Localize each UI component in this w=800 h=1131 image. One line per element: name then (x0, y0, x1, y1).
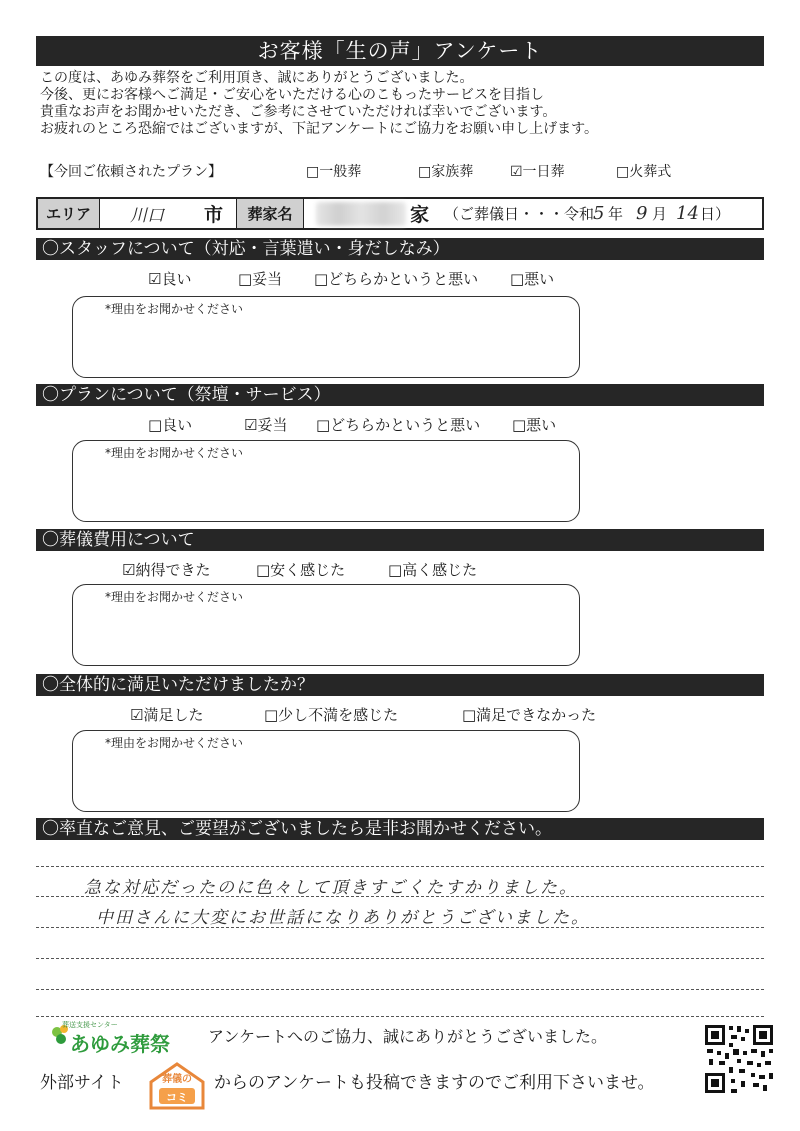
ayumi-logo-subtitle: 葬送支援センター (62, 1021, 118, 1029)
footer-thanks: アンケートへのご協力、誠にありがとうございました。 (208, 1027, 608, 1046)
plan-option-cremation[interactable]: □火葬式 (616, 164, 672, 180)
section-plan-header: 〇プランについて（祭壇・サービス） (36, 384, 764, 406)
staff-option-fair[interactable]: □妥当 (238, 270, 283, 288)
plan-option-somewhat-bad[interactable]: □どちらかというと悪い (316, 416, 481, 434)
overall-reason-label: *理由をお聞かせください (105, 736, 244, 750)
ayumi-logo-name: あゆみ葬祭 (70, 1032, 170, 1056)
area-value: 川口 (130, 206, 164, 226)
date-month-unit: 月 (652, 205, 668, 223)
staff-option-bad[interactable]: □悪い (510, 270, 555, 288)
date-day: 14 (676, 203, 699, 224)
intro-text (40, 70, 598, 138)
date-year-unit: 年 (608, 205, 624, 223)
external-site-label: 外部サイト (40, 1073, 124, 1093)
staff-reason-label: *理由をお聞かせください (105, 302, 244, 316)
plan-row (40, 161, 760, 181)
sogi-logo-top: 葬儀の (162, 1074, 192, 1085)
cost-option-cheap[interactable]: □安く感じた (256, 561, 346, 579)
date-prefix: （ご葬儀日・・・令和 (444, 205, 595, 223)
cost-option-expensive[interactable]: □高く感じた (388, 561, 478, 579)
section-overall-header: 〇全体的に満足いただけましたか？ (36, 674, 764, 696)
section-comments-header: 〇率直なご意見、ご要望がございましたら是非お聞かせください。 (36, 818, 764, 840)
date-month: 9 (636, 203, 648, 224)
staff-option-somewhat-bad[interactable]: □どちらかというと悪い (314, 270, 479, 288)
plan-option-bad[interactable]: □悪い (512, 416, 557, 434)
cost-options (122, 559, 502, 579)
family-label: 葬家名 (236, 199, 304, 228)
plan-option-family[interactable]: □家族葬 (418, 164, 474, 180)
plan-option-general[interactable]: □一般葬 (306, 164, 362, 180)
info-row (36, 197, 764, 230)
plan-option-good[interactable]: □良い (148, 416, 193, 434)
survey-title: お客様「生の声」アンケート (36, 36, 764, 66)
intro-line: 貴重なお声をお聞かせいただき、ご参考にさせていただければ幸いでございます。 (40, 104, 557, 120)
city-suffix: 市 (204, 204, 224, 226)
plan-option-fair[interactable]: ☑妥当 (244, 416, 288, 434)
date-year: 5 (593, 203, 605, 224)
external-site-text: からのアンケートも投稿できますのでご利用下さいませ。 (214, 1073, 655, 1093)
plan-option-oneday[interactable]: ☑一日葬 (510, 164, 565, 180)
intro-line: お疲れのところ恐縮ではございますが、下記アンケートにご協力をお願い申し上げます。 (40, 121, 599, 137)
staff-options (148, 268, 608, 288)
intro-line: 今後、更にお客様へご満足・ご安心をいただける心のこもったサービスを目指し (40, 87, 544, 103)
overall-option-slightly-unsatisfied[interactable]: □少し不満を感じた (264, 706, 399, 724)
plan-options (148, 414, 608, 434)
sogi-no-komi-logo-icon[interactable] (147, 1060, 207, 1110)
redacted-family-name (316, 202, 406, 226)
section-staff-header: 〇スタッフについて（対応・言葉遣い・身だしなみ） (36, 238, 764, 260)
section-cost-header: 〇葬儀費用について (36, 529, 764, 551)
staff-option-good[interactable]: ☑良い (148, 270, 192, 288)
comment-line-2: 中田さんに大変にお世話になりありがとうございました。 (96, 908, 590, 928)
comment-line-1: 急な対応だったのに色々して頂きすごくたすかりました。 (84, 878, 578, 898)
plan-reason-label: *理由をお聞かせください (105, 446, 244, 460)
cost-option-satisfied[interactable]: ☑納得できた (122, 561, 211, 579)
overall-options (130, 704, 620, 724)
sogi-logo-bottom: コミ (166, 1091, 188, 1104)
overall-option-unsatisfied[interactable]: □満足できなかった (462, 706, 597, 724)
plan-label: 【今回ご依頼されたプラン】 (40, 164, 222, 180)
cost-reason-label: *理由をお聞かせください (105, 590, 244, 604)
intro-line: この度は、あゆみ葬祭をご利用頂き、誠にありがとうございました。 (40, 70, 474, 86)
area-label: エリア (38, 199, 100, 228)
qr-code-icon[interactable] (703, 1023, 775, 1095)
family-suffix: 家 (410, 204, 430, 226)
overall-option-satisfied[interactable]: ☑満足した (130, 706, 204, 724)
date-suffix: 日） (700, 205, 731, 223)
